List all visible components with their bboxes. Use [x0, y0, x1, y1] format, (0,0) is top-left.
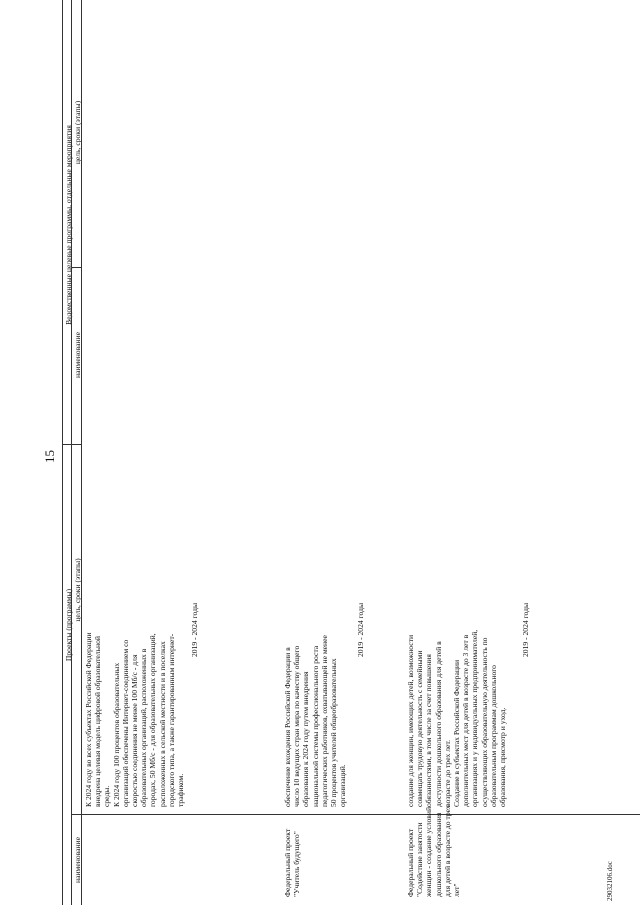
- table-rule: [71, 0, 72, 905]
- goal-line: образования, присмотр и уход.: [498, 707, 508, 807]
- header-dept-name: наименование: [73, 332, 82, 378]
- goal-line: организаций обеспечены Интернет-соединением со: [120, 639, 130, 807]
- goal-line: К 2024 году во всех субъектах Российской Федерации: [84, 632, 93, 807]
- goal-line: городах, 50 Мб/с - для образовательных организаций,: [148, 633, 158, 807]
- row-3-goal: [406, 630, 507, 807]
- goal-line: осуществляющих образовательную деятельность по: [479, 637, 489, 807]
- goal-line: 50 процентов учителей общеобразовательных: [329, 658, 339, 807]
- row-3-terms: 2019 - 2024 годы: [521, 602, 530, 657]
- row-3-name: [406, 805, 461, 897]
- goal-line: обеспечение вхождения Российской Федерации в: [283, 647, 292, 807]
- goal-line: внедрена целевая модель цифровой образовательной: [93, 636, 103, 807]
- row-2-goal: [283, 635, 347, 807]
- row-1-terms: 2019 - 2024 годы: [190, 602, 199, 657]
- table-rule: [71, 267, 82, 268]
- table-rule: [62, 0, 63, 905]
- goal-line: создание для женщин, имеющих детей, возможности: [406, 634, 415, 807]
- name-line: "Учитель будущего": [292, 831, 302, 897]
- goal-line: образовательным программам дошкольного: [488, 665, 498, 807]
- name-line: дошкольного образования: [433, 812, 443, 897]
- name-line: для детей в возрасте до трех: [442, 805, 452, 897]
- page-number: 15: [42, 450, 57, 463]
- table-rule: [62, 444, 82, 445]
- name-line: "Содействие занятости: [415, 822, 425, 897]
- goal-line: организаций.: [338, 764, 348, 807]
- row-2-terms: 2019 - 2024 годы: [356, 602, 365, 657]
- name-line: Федеральный проект: [283, 828, 292, 897]
- goal-line: трафиком.: [176, 773, 186, 807]
- goal-line: среды.: [102, 785, 112, 807]
- goal-line: число 10 ведущих стран мира по качеству общего: [292, 645, 302, 807]
- goal-line: дополнительных мест для детей в возрасте до 3 лет в: [461, 634, 471, 807]
- header-dept-programs: Ведомственные целевые программы, отдельные мероприятия: [64, 125, 73, 325]
- name-line: женщин - создание условий: [424, 806, 434, 897]
- table-rule: [71, 814, 640, 815]
- goal-line: расположенных в сельской местности и в поселках: [157, 641, 167, 807]
- goal-line: Создание в субъектах Российской Федерации: [452, 659, 462, 807]
- header-goal-terms: цель, сроки (этапы): [73, 558, 82, 622]
- goal-line: К 2024 году 100 процентов образовательных: [111, 662, 121, 807]
- goal-line: обязанностями, в том числе за счет повышения: [424, 654, 434, 807]
- row-2-name: [283, 829, 301, 897]
- header-dept-goal: цель, сроки (этапы): [73, 100, 82, 165]
- goal-line: педагогических работников, охватывающей не менее: [319, 635, 329, 807]
- goal-line: национальной системы профессионального роста: [310, 645, 320, 807]
- goal-line: скоростью соединения не менее 100 Мб/с - для: [130, 654, 140, 807]
- goal-line: возрасте до трех лет.: [442, 740, 452, 807]
- goal-line: городского типа, а также гарантированным интернет-: [166, 633, 176, 807]
- goal-line: организациях и у индивидуальных предпринимателей,: [470, 629, 480, 807]
- header-name: наименование: [73, 837, 82, 883]
- header-projects: Проекты (программы): [64, 588, 73, 662]
- footer-doc-code: 29032106.doc: [606, 861, 614, 901]
- table-rule: [81, 0, 82, 905]
- name-line: лет": [452, 883, 462, 897]
- row-1-goal: [84, 633, 185, 808]
- goal-line: доступности дошкольного образования для детей в: [433, 641, 443, 807]
- goal-line: образовательных организаций, расположенных в: [139, 648, 149, 807]
- name-line: Федеральный проект: [406, 828, 415, 897]
- goal-line: совмещать трудовую деятельность с семейными: [415, 650, 425, 807]
- goal-line: образования к 2024 году путем внедрения: [301, 671, 311, 807]
